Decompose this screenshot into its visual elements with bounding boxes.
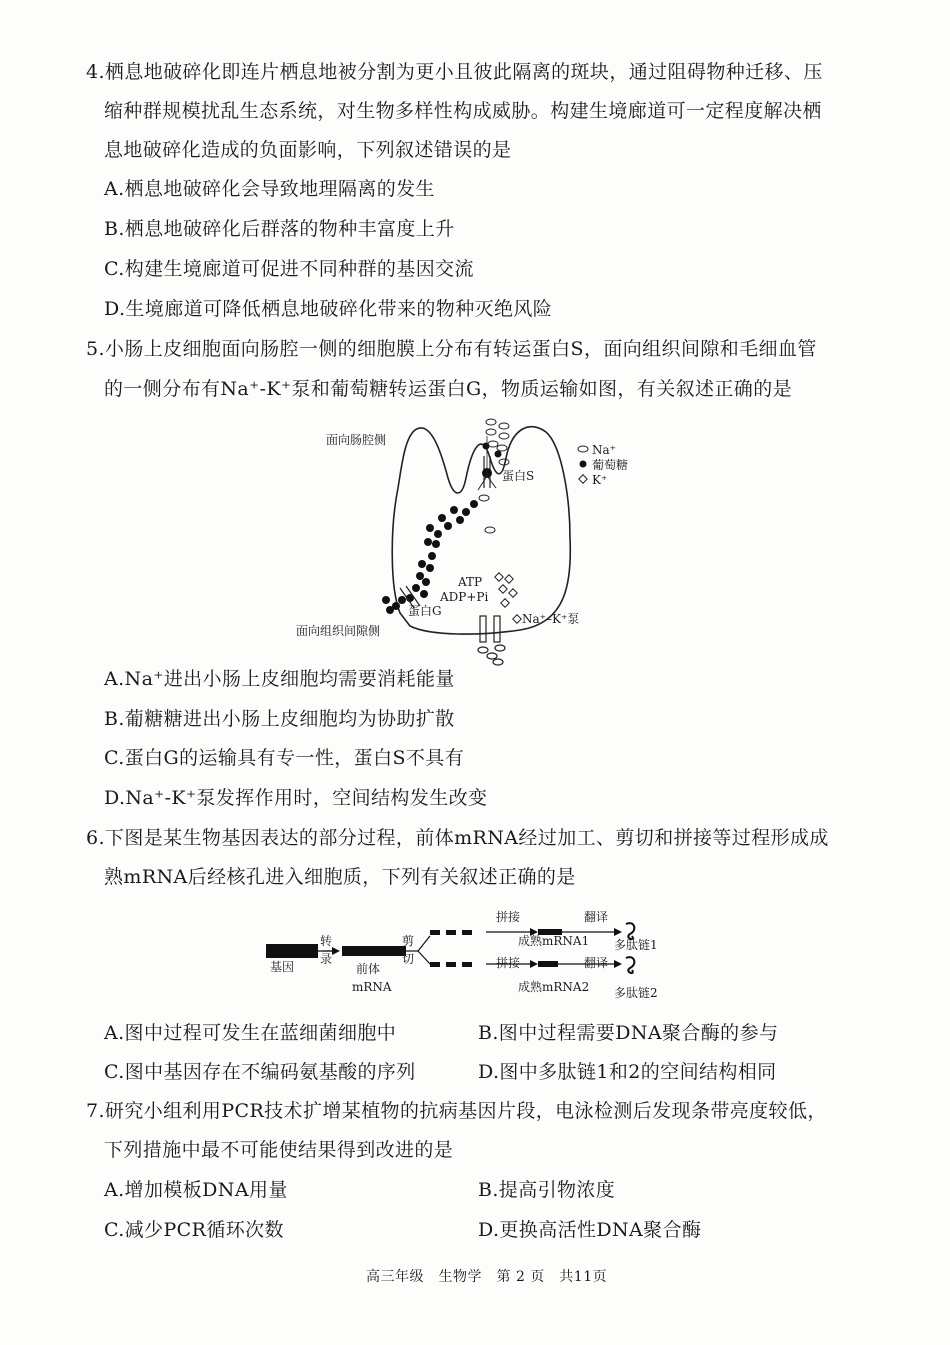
label-adp: ADP+Pi [440,590,489,604]
q6-stem-line1: 6.下图是某生物基因表达的部分过程，前体mRNA经过加工、剪切和拼接等过程形成成 [86,827,829,849]
q4-option-a: A.栖息地破碎化会导致地理隔离的发生 [104,178,435,200]
q6-option-c: C.图中基因存在不编码氨基酸的序列 [104,1061,416,1083]
q6-option-d: D.图中多肽链1和2的空间结构相同 [478,1061,777,1083]
label-translate-2: 翻译 [584,956,609,970]
label-transcribe-1: 转 [320,934,333,948]
label-atp: ATP [458,575,483,589]
label-cut-2: 切 [402,952,415,966]
q7-option-a: A.增加模板DNA用量 [104,1179,288,1201]
label-peptide-1: 多肽链1 [614,938,658,952]
q5-option-c: C.蛋白G的运输具有专一性，蛋白S不具有 [104,747,465,769]
page-footer: 高三年级 生物学 第 2 页 共11页 [366,1269,608,1285]
legend-k: K⁺ [592,473,608,487]
legend-glucose: 葡萄糖 [592,458,629,472]
label-pre-mrna-2: mRNA [352,980,392,994]
label-splice-2: 拼接 [496,956,521,970]
q4-option-d: D.生境廊道可降低栖息地破碎化带来的物种灭绝风险 [104,298,553,320]
q6-stem-line2: 熟mRNA后经核孔进入细胞质，下列有关叙述正确的是 [104,866,576,888]
label-cut-1: 剪 [402,934,415,948]
label-lumen-side: 面向肠腔侧 [326,433,387,447]
peptide-1-shape [626,923,634,939]
q6-option-a: A.图中过程可发生在蓝细菌细胞中 [104,1022,397,1044]
label-translate-1: 翻译 [584,910,609,924]
label-protein-g: 蛋白G [408,604,442,618]
q5-option-a: A.Na⁺进出小肠上皮细胞均需要消耗能量 [104,668,455,690]
q4-stem-line1: 4.栖息地破碎化即连片栖息地被分割为更小且彼此隔离的斑块，通过阻碍物种迁移、压 [86,61,823,83]
label-tissue-side: 面向组织间隙侧 [296,624,381,638]
label-peptide-2: 多肽链2 [614,986,658,1000]
mature-mrna2-bar [538,961,558,967]
legend-na: Na⁺ [592,443,616,457]
pre-mrna-bar [342,946,406,956]
q7-option-b: B.提高引物浓度 [478,1179,616,1201]
q5-stem-line1: 5.小肠上皮细胞面向肠腔一侧的细胞膜上分布有转运蛋白S，面向组织间隙和毛细血管 [86,338,817,360]
q7-option-d: D.更换高活性DNA聚合酶 [478,1219,702,1241]
q4-option-c: C.构建生境廊道可促进不同种群的基因交流 [104,258,474,280]
q7-option-c: C.减少PCR循环次数 [104,1219,284,1241]
label-pre-mrna-1: 前体 [356,962,381,976]
label-transcribe-2: 录 [320,952,333,966]
label-mature-mrna1: 成熟mRNA1 [518,934,590,948]
peptide-2-shape [626,957,634,973]
label-mature-mrna2: 成熟mRNA2 [518,980,590,994]
q4-stem-line3: 息地破碎化造成的负面影响，下列叙述错误的是 [104,139,512,161]
q7-stem-line2: 下列措施中最不可能使结果得到改进的是 [104,1139,454,1161]
q6-option-b: B.图中过程需要DNA聚合酶的参与 [478,1022,779,1044]
label-gene: 基因 [270,960,295,974]
legend-symbols [578,446,588,483]
label-splice-1: 拼接 [496,910,521,924]
q4-option-b: B.栖息地破碎化后群落的物种丰富度上升 [104,218,455,240]
label-na-k-pump: Na⁺–K⁺泵 [522,612,580,626]
q5-option-b: B.葡糖糖进出小肠上皮细胞均为协助扩散 [104,708,455,730]
q4-stem-line2: 缩种群规模扰乱生态系统，对生物多样性构成威胁。构建生境廊道可一定程度解决栖 [104,100,822,122]
q7-stem-line1: 7.研究小组利用PCR技术扩增某植物的抗病基因片段，电泳检测后发现条带亮度较低， [86,1100,827,1122]
na-k-pump [478,616,505,665]
dashed-fragments [430,930,472,967]
gene-bar [266,944,318,958]
label-protein-s: 蛋白S [502,469,535,483]
q5-stem-line2: 的一侧分布有Na⁺-K⁺泵和葡萄糖转运蛋白G，物质运输如图，有关叙述正确的是 [104,378,793,400]
q5-option-d: D.Na⁺-K⁺泵发挥作用时，空间结构发生改变 [104,787,488,809]
